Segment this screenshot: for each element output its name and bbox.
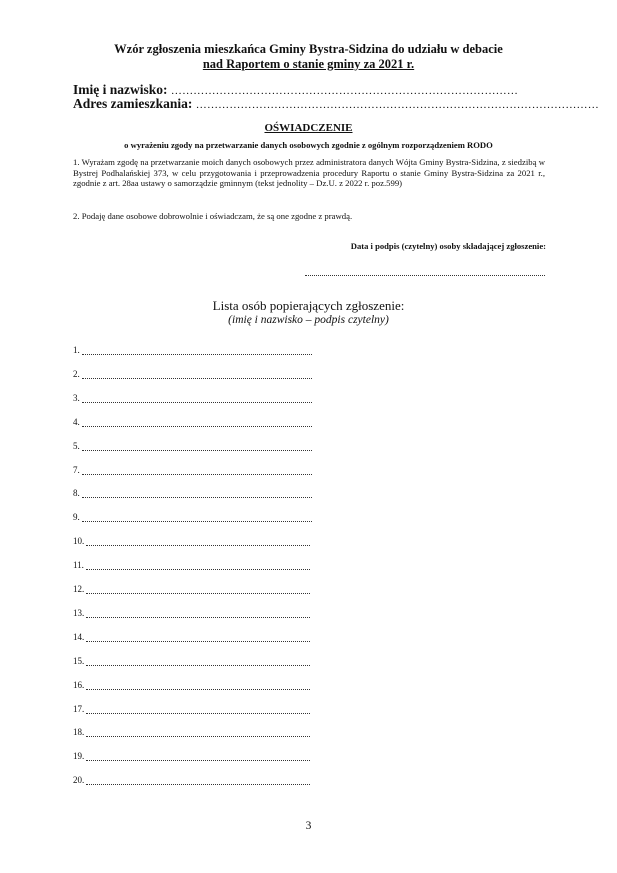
supporter-row-number: 3.: [73, 393, 80, 403]
supporter-row[interactable]: [73, 678, 310, 690]
supporter-row-number: 9.: [73, 512, 80, 522]
supporter-signature-line[interactable]: [86, 561, 310, 570]
supporter-row[interactable]: [73, 654, 310, 666]
supporter-signature-line[interactable]: [86, 681, 310, 690]
supporter-row-number: 14.: [73, 632, 85, 642]
supporter-row-number: 13.: [73, 608, 85, 618]
supporter-row[interactable]: [73, 391, 312, 403]
supporter-row-number: 10.: [73, 536, 85, 546]
supporter-row[interactable]: [73, 463, 312, 475]
supporter-signature-line[interactable]: [86, 633, 310, 642]
supporter-row-number: 15.: [73, 656, 85, 666]
supporter-signature-line[interactable]: [82, 418, 312, 427]
supporter-signature-line[interactable]: [86, 609, 310, 618]
page-number: 3: [305, 820, 312, 832]
name-dotted-line: …………………………………………………………………………………: [170, 85, 519, 97]
supporter-row[interactable]: [73, 582, 310, 594]
supporter-row-number: 2.: [73, 369, 80, 379]
address-field[interactable]: [73, 96, 599, 112]
supporter-signature-line[interactable]: [82, 513, 312, 522]
signature-label: Data i podpis (czytelny) osoby składającej zgłoszenie:: [350, 241, 546, 251]
supporter-signature-line[interactable]: [82, 370, 312, 379]
name-label: Imię i nazwisko:: [73, 82, 168, 97]
supporter-row[interactable]: [73, 343, 312, 355]
supporter-row[interactable]: [73, 486, 312, 498]
supporter-row-number: 5.: [73, 441, 80, 451]
supporter-row-number: 19.: [73, 751, 85, 761]
form-title: Wzór zgłoszenia mieszkańca Gminy Bystra-Sidzina do udziału w debacie: [114, 42, 503, 56]
supporters-heading: Lista osób popierających zgłoszenie:: [212, 298, 405, 313]
consent-point-1: 1. Wyrażam zgodę na przetwarzanie moich danych osobowych przez administratora danych Wójta Gminy Bystra-Sidzina, z siedzibą w Bystrej Podhalańskiej 373, w celu przygotowania i przeprowadzenia procedury Raportu o stanie Gminy Bystra-Sidzina za 2021 r., zgodnie z art. 28aa ustawy o samorządzie gminnym (tekst jednolity – Dz.U. z 2022 r. poz.599): [73, 157, 545, 188]
supporter-row[interactable]: [73, 558, 310, 570]
supporters-subheading: (imię i nazwisko – podpis czytelny): [228, 314, 389, 326]
supporter-row-number: 16.: [73, 680, 85, 690]
supporter-signature-line[interactable]: [86, 585, 310, 594]
supporter-row-number: 20.: [73, 775, 85, 785]
supporter-row-number: 18.: [73, 727, 85, 737]
supporter-row[interactable]: [73, 415, 312, 427]
supporter-row[interactable]: [73, 367, 312, 379]
supporter-signature-line[interactable]: [82, 442, 312, 451]
supporter-row[interactable]: [73, 773, 310, 785]
supporter-row-number: 1.: [73, 345, 80, 355]
declaration-heading: OŚWIADCZENIE: [264, 122, 353, 134]
supporter-signature-line[interactable]: [82, 394, 312, 403]
supporter-signature-line[interactable]: [82, 346, 312, 355]
supporter-signature-line[interactable]: [86, 752, 310, 761]
supporter-row-number: 8.: [73, 488, 80, 498]
supporter-row[interactable]: [73, 534, 310, 546]
supporter-row-number: 7.: [73, 465, 80, 475]
supporter-row[interactable]: [73, 749, 310, 761]
supporter-signature-line[interactable]: [86, 537, 310, 546]
form-subtitle: nad Raportem o stanie gminy za 2021 r.: [202, 57, 415, 71]
supporter-row-number: 4.: [73, 417, 80, 427]
supporter-row[interactable]: [73, 725, 310, 737]
address-label: Adres zamieszkania:: [73, 96, 193, 111]
supporter-signature-line[interactable]: [86, 657, 310, 666]
supporter-row[interactable]: [73, 702, 310, 714]
supporter-signature-line[interactable]: [86, 728, 310, 737]
consent-point-2: 2. Podaję dane osobowe dobrowolnie i oświadczam, że są one zgodne z prawdą.: [73, 211, 353, 221]
supporter-row[interactable]: [73, 606, 310, 618]
supporter-row-number: 17.: [73, 704, 85, 714]
supporter-row-number: 12.: [73, 584, 85, 594]
address-dotted-line: ………………………………………………………………………………………………: [195, 99, 599, 111]
supporter-row[interactable]: [73, 510, 312, 522]
declaration-subheading: o wyrażeniu zgody na przetwarzanie danych osobowych zgodnie z ogólnym rozporządzeniem RODO: [124, 140, 493, 150]
supporter-signature-line[interactable]: [86, 776, 310, 785]
supporter-signature-line[interactable]: [82, 489, 312, 498]
supporter-row[interactable]: [73, 630, 310, 642]
signature-line[interactable]: [305, 267, 545, 276]
supporter-row[interactable]: [73, 439, 312, 451]
supporter-signature-line[interactable]: [82, 466, 312, 475]
supporter-row-number: 11.: [73, 560, 84, 570]
supporter-signature-line[interactable]: [86, 705, 310, 714]
